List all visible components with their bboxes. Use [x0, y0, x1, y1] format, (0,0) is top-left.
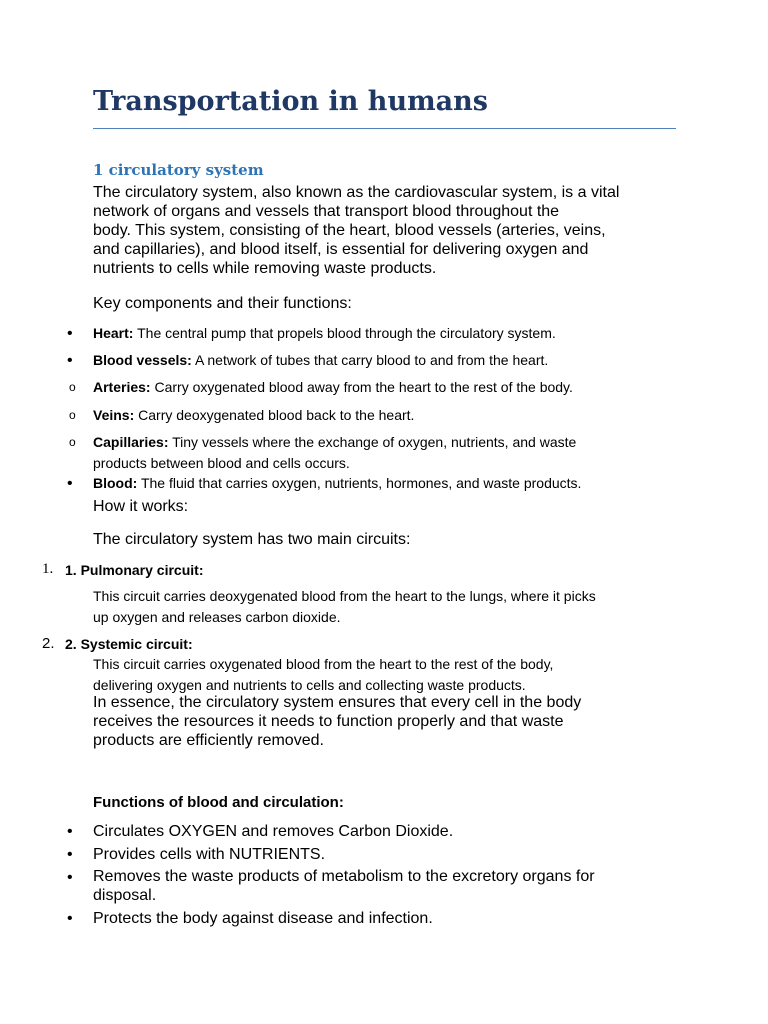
essence-paragraph: In essence, the circulatory system ensures that every cell in the body receives the resources it needs to function properly and that waste products are efficiently removed.: [93, 694, 582, 749]
bullet-ring: o: [69, 408, 76, 422]
intro-line: and capillaries), and blood itself, is essential for delivering oxygen and: [93, 241, 589, 258]
list-item: Removes the waste products of metabolism to the excretory organs for disposal.: [93, 868, 595, 904]
list-item: Provides cells with NUTRIENTS.: [93, 846, 326, 863]
circuit-description: This circuit carries oxygenated blood from the heart to the rest of the body, delivering oxygen and nutrients to cells and collecting waste products.: [93, 656, 554, 693]
list-item: [93, 377, 673, 398]
list-number: 2.: [42, 635, 55, 652]
component-text: Carry oxygenated blood away from the heart to the rest of the body.: [150, 379, 573, 395]
page-title: Transportation in humans: [93, 86, 488, 117]
section-heading: 1 circulatory system: [93, 161, 264, 179]
bullet-dot: •: [67, 869, 73, 886]
title-underline: [93, 128, 676, 129]
component-term: Arteries:: [93, 379, 151, 395]
list-item: [93, 432, 673, 473]
circuit-label: 1. Pulmonary circuit:: [65, 562, 204, 578]
component-text: A network of tubes that carry blood to and from the heart.: [191, 352, 549, 368]
bullet-dot: •: [67, 846, 73, 863]
component-text: The fluid that carries oxygen, nutrients, hormones, and waste products.: [137, 475, 582, 491]
intro-line: The circulatory system, also known as the cardiovascular system, is a vital: [93, 184, 620, 201]
list-number: 1.: [42, 561, 54, 577]
intro-line: nutrients to cells while removing waste products.: [93, 260, 437, 277]
intro-line: network of organs and vessels that transport blood throughout the: [93, 203, 560, 220]
functions-heading: Functions of blood and circulation:: [93, 794, 344, 811]
component-term: Blood:: [93, 475, 138, 491]
list-item: [93, 323, 673, 344]
circuit-description: This circuit carries deoxygenated blood from the heart to the lungs, where it picks up oxygen and releases carbon dioxide.: [93, 588, 596, 625]
bullet-dot: •: [67, 823, 73, 840]
component-term: Heart:: [93, 325, 134, 341]
list-item: Protects the body against disease and infection.: [93, 910, 433, 927]
component-term: Veins:: [93, 407, 135, 423]
intro-line: body. This system, consisting of the heart, blood vessels (arteries, veins,: [93, 222, 606, 239]
list-item: [93, 405, 673, 426]
bullet-dot: •: [67, 475, 73, 492]
bullet-dot: •: [67, 325, 73, 342]
list-item: [93, 350, 673, 371]
intro-paragraph: [93, 183, 673, 278]
bullet-ring: o: [69, 435, 76, 449]
component-text: products between blood and cells occurs.: [93, 454, 350, 471]
circuit-label: 2. Systemic circuit:: [65, 636, 193, 652]
bullet-ring: o: [69, 380, 76, 394]
two-circuits-text: The circulatory system has two main circuits:: [93, 531, 411, 548]
how-it-works-heading: How it works:: [93, 498, 189, 515]
component-term: Blood vessels:: [93, 352, 192, 368]
component-text: Tiny vessels where the exchange of oxygen, nutrients, and waste: [168, 434, 577, 450]
component-term: Capillaries:: [93, 434, 169, 450]
component-text: Carry deoxygenated blood back to the heart.: [134, 407, 415, 423]
bullet-dot: •: [67, 352, 73, 369]
list-item: Circulates OXYGEN and removes Carbon Dioxide.: [93, 823, 454, 840]
bullet-dot: •: [67, 910, 73, 927]
component-text: The central pump that propels blood through the circulatory system.: [133, 325, 556, 341]
key-components-heading: Key components and their functions:: [93, 295, 352, 312]
list-item: [93, 473, 673, 494]
